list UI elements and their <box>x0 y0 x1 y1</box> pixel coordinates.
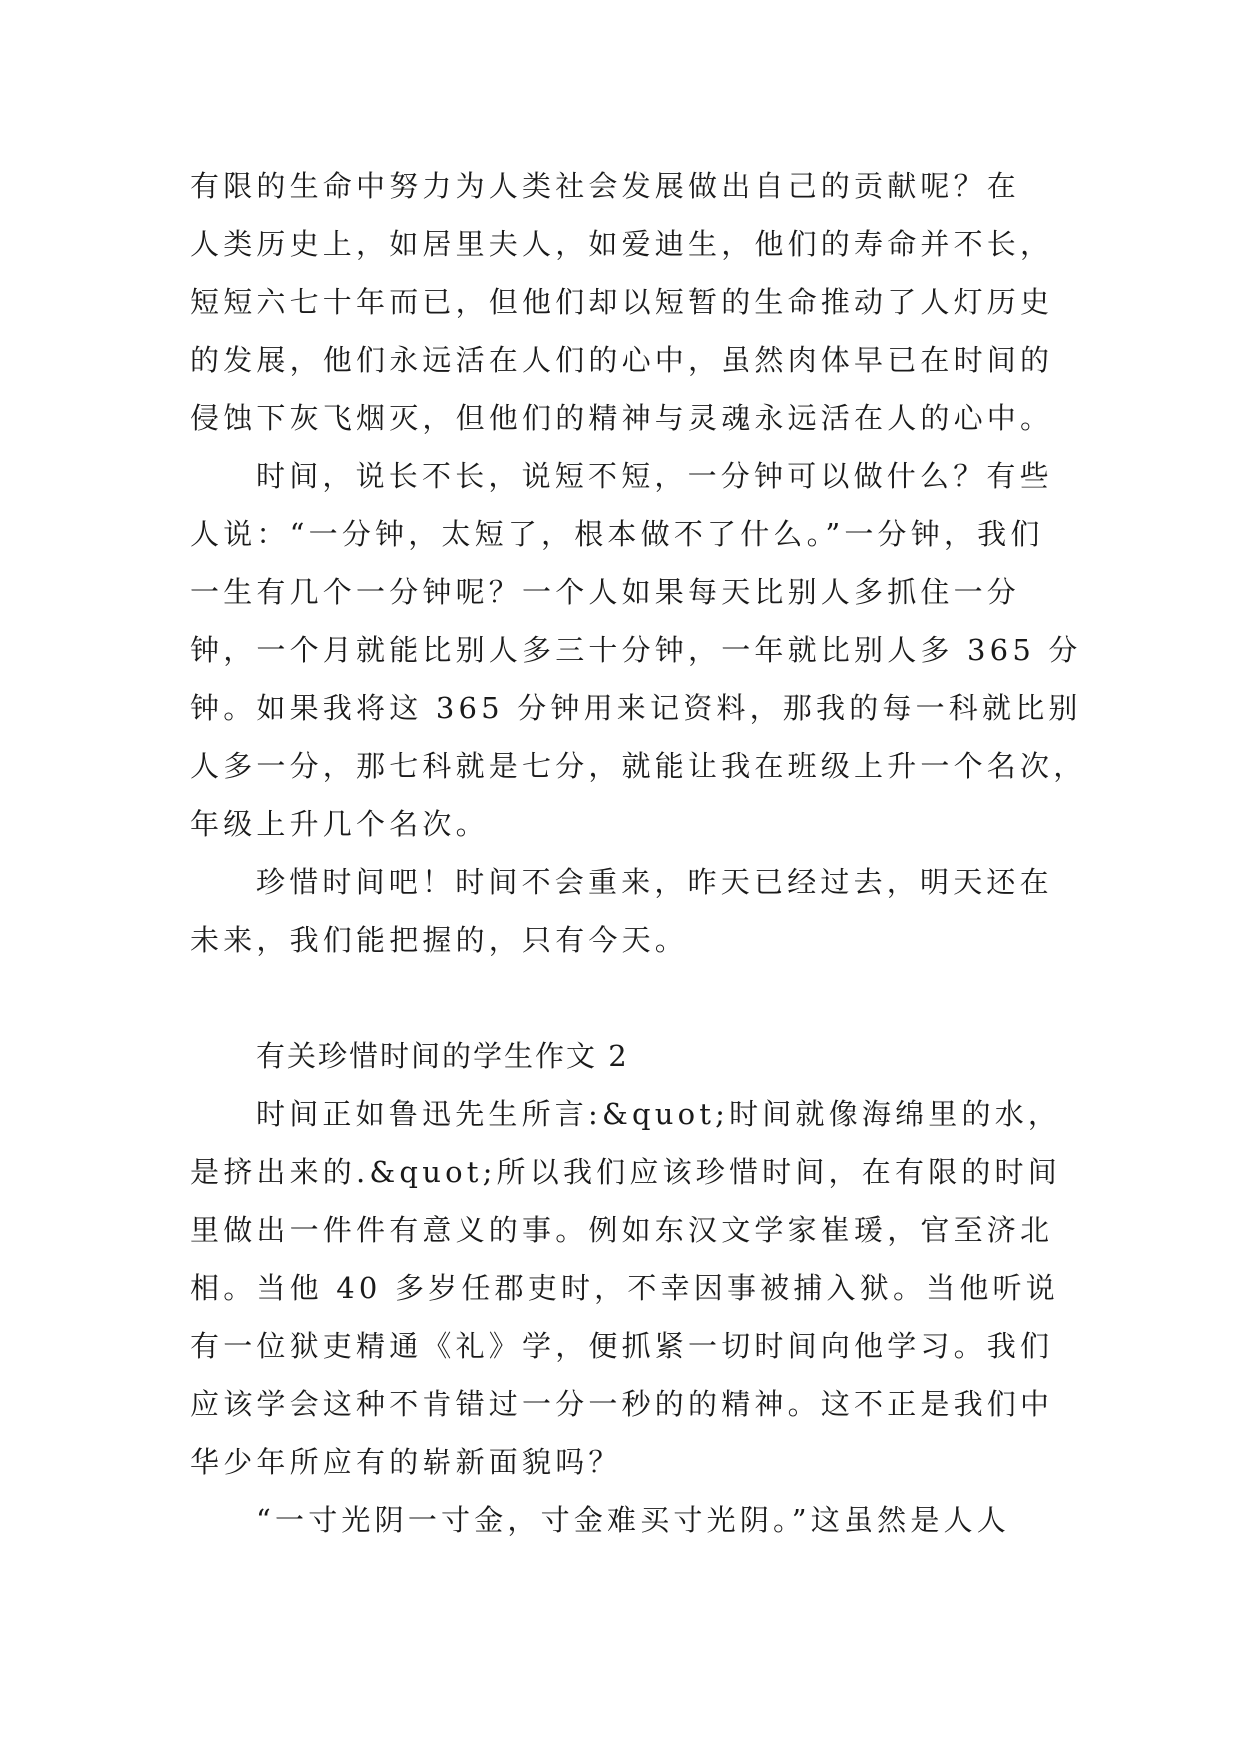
paragraph-line: 珍惜时间吧！时间不会重来，昨天已经过去，明天还在 <box>256 865 1053 899</box>
section-heading: 有关珍惜时间的学生作文 2 <box>256 1039 629 1073</box>
paragraph-line: 侵蚀下灰飞烟灭，但他们的精神与灵魂永远活在人的心中。 <box>190 401 1054 435</box>
paragraph-line: 年级上升几个名次。 <box>190 807 489 841</box>
paragraph-line: 短短六七十年而已，但他们却以短暂的生命推动了人灯历史 <box>190 285 1054 319</box>
paragraph-line: 人多一分，那七科就是七分，就能让我在班级上升一个名次， <box>190 749 1087 783</box>
paragraph-line: 时间，说长不长，说短不短，一分钟可以做什么？有些 <box>256 459 1053 493</box>
paragraph-line: 里做出一件件有意义的事。例如东汉文学家崔瑗，官至济北 <box>190 1213 1054 1247</box>
paragraph-line: 有限的生命中努力为人类社会发展做出自己的贡献呢？在 <box>190 169 1021 203</box>
paragraph-line: 钟，一个月就能比别人多三十分钟，一年就比别人多 365 分 <box>190 633 1082 667</box>
paragraph-line: 人类历史上，如居里夫人，如爱迪生，他们的寿命并不长， <box>190 227 1054 261</box>
paragraph-line: 未来，我们能把握的，只有今天。 <box>190 923 689 957</box>
paragraph-line: 相。当他 40 多岁任郡吏时，不幸因事被捕入狱。当他听说 <box>190 1271 1059 1305</box>
paragraph-line: 华少年所应有的崭新面貌吗？ <box>190 1445 622 1479</box>
paragraph-line: 的发展，他们永远活在人们的心中，虽然肉体早已在时间的 <box>190 343 1054 377</box>
paragraph-line: 一生有几个一分钟呢？一个人如果每天比别人多抓住一分 <box>190 575 1021 609</box>
paragraph-line: 钟。如果我将这 365 分钟用来记资料，那我的每一科就比别 <box>190 691 1082 725</box>
paragraph-line: 应该学会这种不肯错过一分一秒的的精神。这不正是我们中 <box>190 1387 1054 1421</box>
paragraph-line: 是挤出来的.&quot;所以我们应该珍惜时间，在有限的时间 <box>190 1155 1061 1189</box>
paragraph-line: “一寸光阴一寸金，寸金难买寸光阴。”这虽然是人人 <box>256 1503 1010 1537</box>
paragraph-line: 人说：“一分钟，太短了，根本做不了什么。”一分钟，我们 <box>190 517 1044 551</box>
paragraph-line: 有一位狱吏精通《礼》学，便抓紧一切时间向他学习。我们 <box>190 1329 1054 1363</box>
paragraph-line: 时间正如鲁迅先生所言:&quot;时间就像海绵里的水， <box>256 1097 1062 1131</box>
